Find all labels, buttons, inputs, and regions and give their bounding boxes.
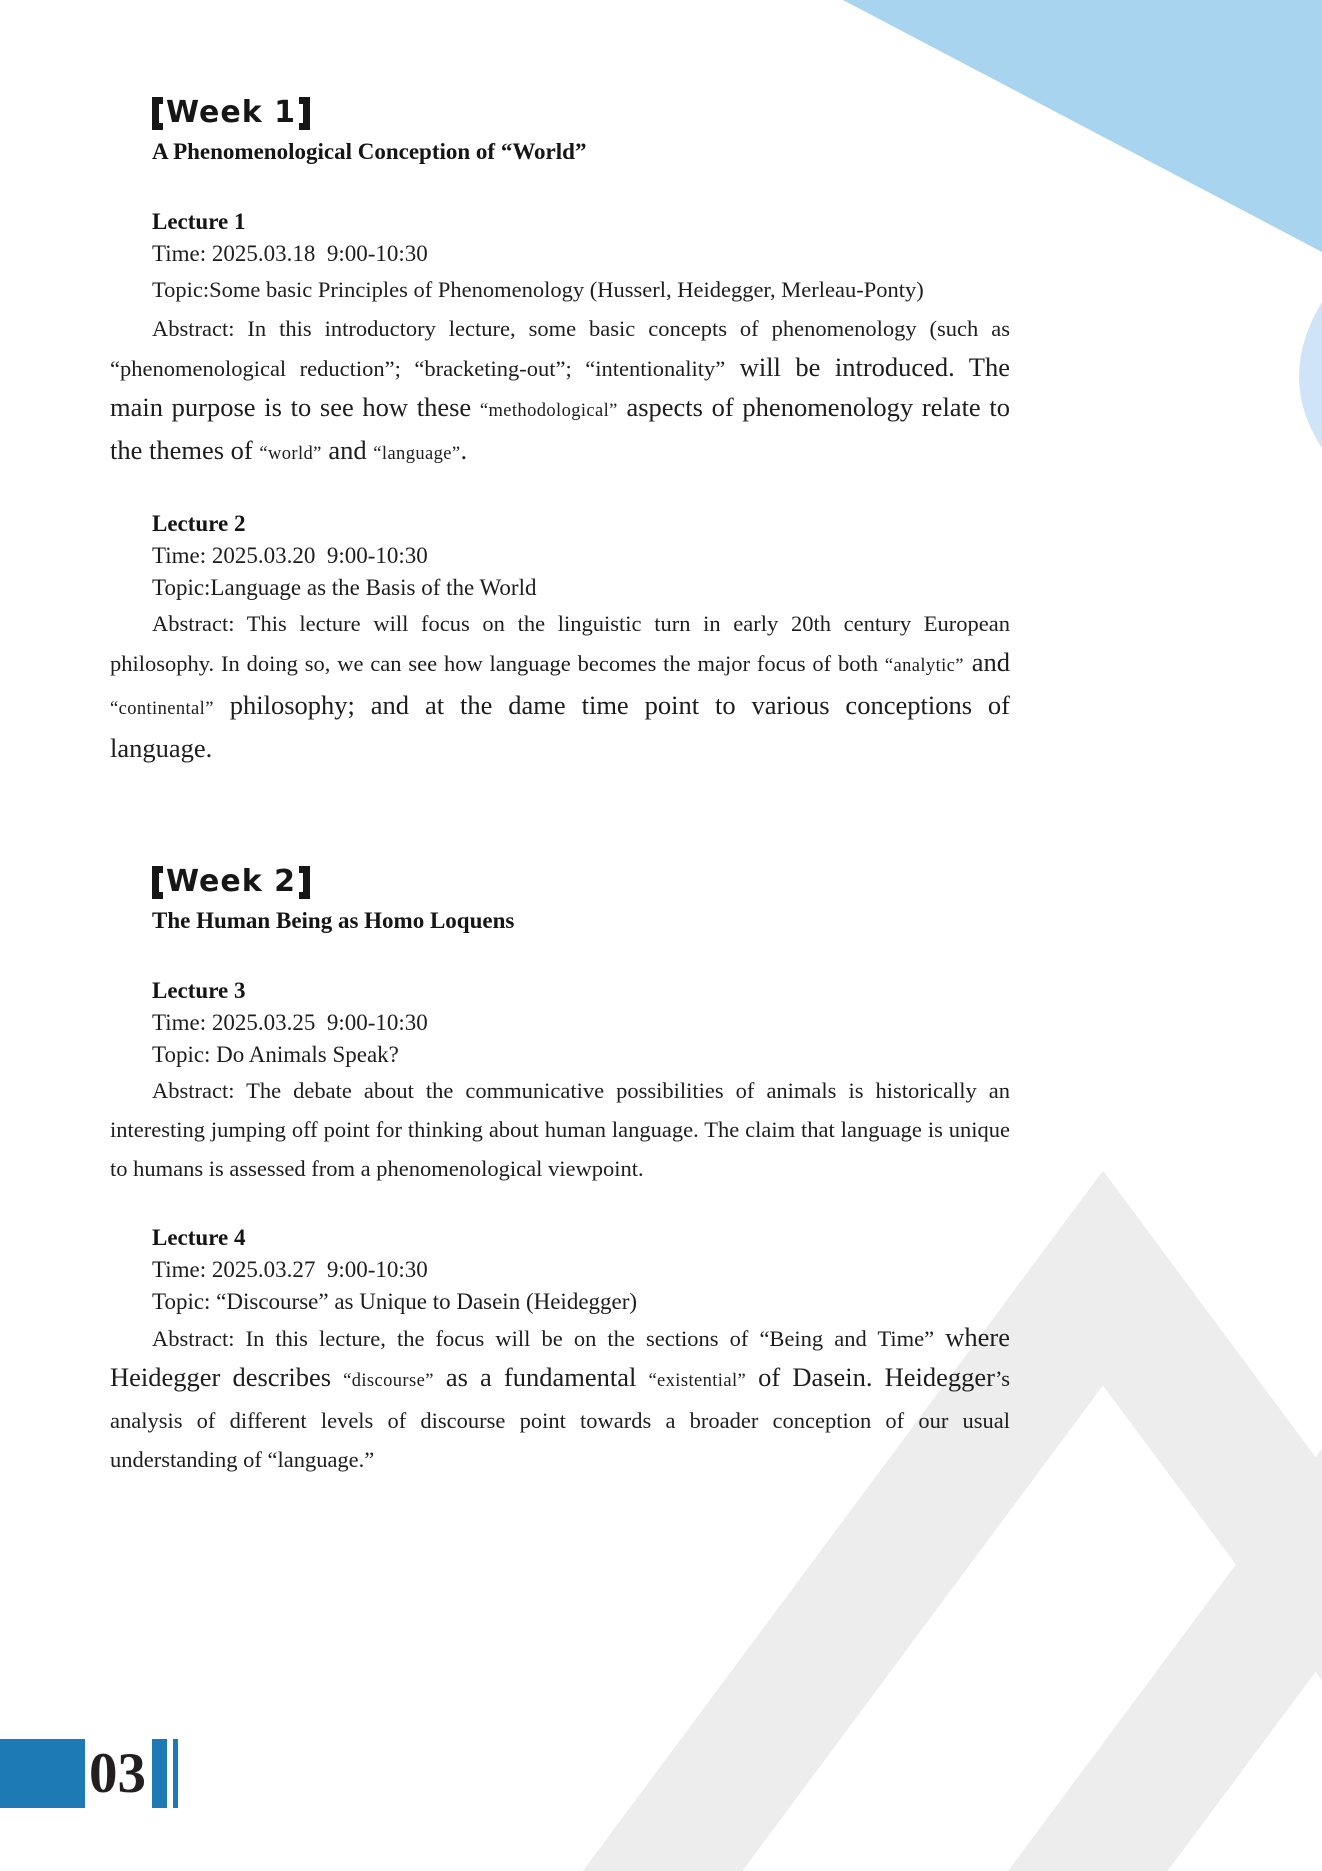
week-2-section bbox=[110, 865, 1010, 1479]
lecture-2-abstract: Abstract: This lecture will focus on the linguistic turn in early 20th century European philosophy. In doing so, we can see how language becomes the major focus of both “analytic” and “continental” philosophy; and at the dame time point to various conceptions of language. bbox=[110, 611, 1010, 763]
week-1-section bbox=[110, 96, 1010, 769]
week-2-subtitle: The Human Being as Homo Loquens bbox=[152, 908, 515, 933]
bracket-close-icon bbox=[299, 866, 310, 899]
edge-arc-icon bbox=[1299, 302, 1322, 448]
lecture-1-block bbox=[110, 206, 1010, 474]
bracket-open-icon bbox=[152, 97, 163, 130]
lecture-4-block bbox=[110, 1222, 1010, 1479]
lecture-2-time: Time: 2025.03.20 9:00-10:30 bbox=[152, 543, 428, 568]
week-1-label: Week 1 bbox=[166, 95, 296, 130]
bracket-close-icon bbox=[299, 97, 310, 130]
page-footer bbox=[0, 1739, 178, 1808]
page-number: 03 bbox=[89, 1742, 146, 1805]
week-1-subtitle: A Phenomenological Conception of “World” bbox=[152, 139, 587, 164]
lecture-1-time: Time: 2025.03.18 9:00-10:30 bbox=[152, 241, 428, 266]
lecture-2-title: Lecture 2 bbox=[152, 511, 246, 536]
week-1-heading bbox=[152, 96, 1010, 130]
lecture-4-abstract: Abstract: In this lecture, the focus will be on the sections of “Being and Time” where Heidegger describes “discourse” as a fundamental “existential” of Dasein. Heidegger’s analysis of different levels of discourse point towards a broader conception of our usual understanding of “language.” bbox=[110, 1322, 1010, 1472]
week-2-heading bbox=[152, 865, 1010, 899]
lecture-3-time: Time: 2025.03.25 9:00-10:30 bbox=[152, 1010, 428, 1035]
lecture-3-topic: Topic: Do Animals Speak? bbox=[152, 1042, 399, 1067]
lecture-3-block bbox=[110, 975, 1010, 1188]
lecture-3-title: Lecture 3 bbox=[152, 978, 246, 1003]
footer-accent-block bbox=[0, 1739, 85, 1808]
lecture-3-abstract: Abstract: The debate about the communicative possibilities of animals is historically an interesting jumping off point for thinking about human language. The claim that language is unique to humans is assessed from a phenomenological viewpoint. bbox=[110, 1078, 1010, 1181]
document-content bbox=[110, 0, 1010, 1479]
week-2-label: Week 2 bbox=[166, 864, 296, 899]
lecture-1-abstract: Abstract: In this introductory lecture, some basic concepts of phenomenology (such as “phenomenological reduction”; “bracketing-out”; “intentionality” will be introduced. The main purpose is to see how these “methodological” aspects of phenomenology relate to the themes of “world” and “language”. bbox=[110, 316, 1011, 465]
lecture-4-topic: Topic: “Discourse” as Unique to Dasein (Heidegger) bbox=[152, 1289, 638, 1314]
lecture-4-title: Lecture 4 bbox=[152, 1225, 246, 1250]
footer-bar-wide bbox=[152, 1739, 167, 1808]
bracket-open-icon bbox=[152, 866, 163, 899]
lecture-2-block bbox=[110, 508, 1010, 769]
lecture-2-topic: Topic:Language as the Basis of the World bbox=[152, 575, 537, 600]
footer-bar-thin bbox=[173, 1739, 178, 1808]
lecture-4-time: Time: 2025.03.27 9:00-10:30 bbox=[152, 1257, 428, 1282]
lecture-1-title: Lecture 1 bbox=[152, 209, 246, 234]
lecture-1-topic: Topic:Some basic Principles of Phenomenology (Husserl, Heidegger, Merleau-Ponty) bbox=[152, 277, 924, 302]
